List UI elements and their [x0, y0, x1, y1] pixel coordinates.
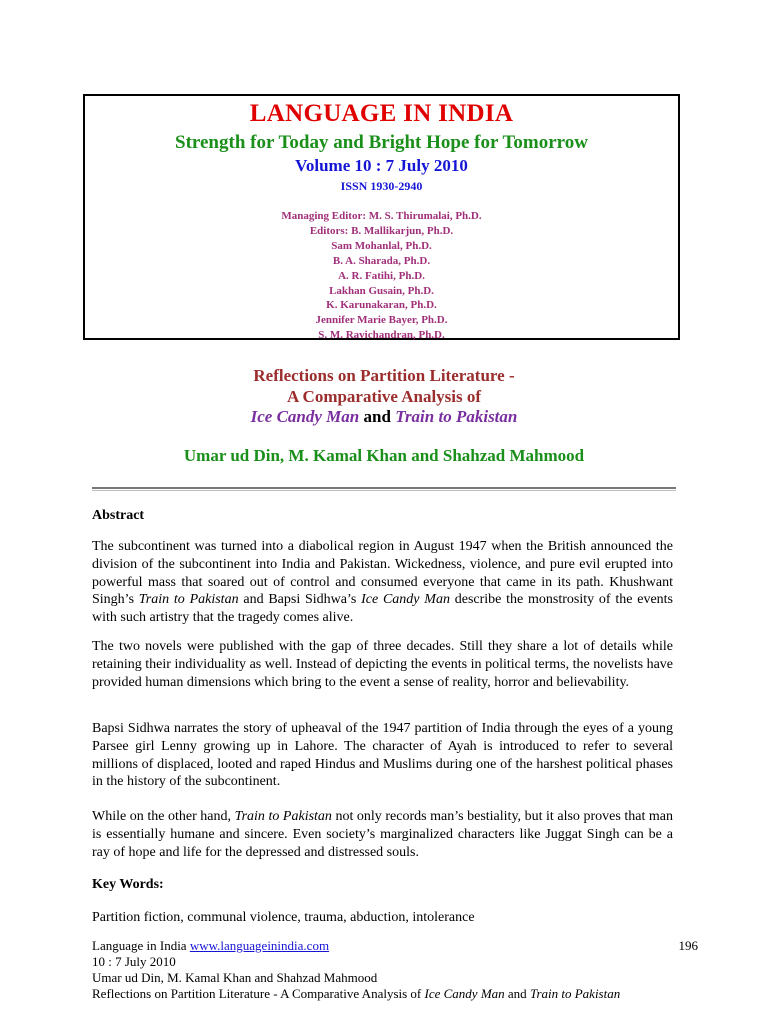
article-title-line-1: Reflections on Partition Literature - [253, 366, 515, 385]
article-title-line-3 [0, 407, 768, 427]
text-run: The subcontinent was turned into a diabolical region in August 1947 when the British announced the division of the subcontinent into India and Pakistan. Wickedness, violence, and pure evil erupted into powerful mass that soared out of control and consumed everyone that came in its path. Khushwant Singh’s [92, 539, 673, 608]
editor-line: Lakhan Gusain, Ph.D. [329, 284, 434, 297]
editor-line: Managing Editor: M. S. Thirumalai, Ph.D. [281, 210, 482, 222]
abstract-paragraph-1 [92, 538, 673, 627]
text-run-italic: Train to Pakistan [234, 809, 332, 824]
footer-authors: Umar ud Din, M. Kamal Khan and Shahzad Mahmood [92, 970, 378, 985]
editor-line: K. Karunakaran, Ph.D. [326, 299, 437, 312]
paragraph-text: The two novels were published with the gap of three decades. Still they share a lot of details while retaining their individuality as well. Instead of depicting the events in political terms, the novelists have provided human dimensions which bring to the event a sense of reality, horror and believability. [92, 639, 673, 690]
keywords-heading: Key Words: [92, 877, 164, 892]
editor-list [85, 209, 678, 343]
editor-line: Editors: B. Mallikarjun, Ph.D. [309, 224, 454, 237]
page-number: 196 [678, 938, 698, 953]
abstract-paragraph-3 [92, 720, 673, 791]
text-run: not only records man’s bestiality, but it also proves that man is essentially humane and sincere. Even society’s marginalized characters like Juggat Singh can be a ray of hope and life for the depressed and distressed souls. [92, 809, 674, 860]
novel-title-ice-candy-man: Ice Candy Man [250, 407, 360, 426]
journal-issn: ISSN 1930-2940 [340, 179, 423, 193]
keywords-text: Partition fiction, communal violence, trauma, abduction, intolerance [92, 910, 475, 925]
text-run: and Bapsi Sidhwa’s [238, 592, 362, 608]
text-run-italic: Train to Pakistan [138, 592, 239, 608]
article-title-line-2: A Comparative Analysis of [286, 387, 482, 406]
section-divider [92, 487, 676, 491]
editor-line: B. A. Sharada, Ph.D. [332, 254, 431, 267]
editor-line: A. R. Fatihi, Ph.D. [338, 269, 425, 282]
text-run: and [504, 986, 530, 1001]
text-run-italic: Train to Pakistan [529, 986, 621, 1001]
text-run: describe the monstrosity of the events with such artistry that the tragedy comes alive. [92, 592, 673, 626]
editor-line: S. M. Ravichandran, Ph.D. [318, 329, 445, 342]
text-run: Reflections on Partition Literature - A Comparative Analysis of [92, 986, 425, 1001]
title-conjunction: and [363, 407, 391, 426]
footer-reference [92, 986, 698, 1002]
editor-line: Sam Mohanlal, Ph.D. [331, 239, 432, 252]
paragraph-text: Bapsi Sidhwa narrates the story of upheaval of the 1947 partition of India through the eyes of a young Parsee girl Lenny growing up in Lahore. The character of Ayah is introduced to refer to several millions of displaced, looted and raped Hindus and Muslims during one of the harshest political phases in the history of the subcontinent. [92, 721, 673, 790]
text-run: While on the other hand, [92, 809, 235, 824]
journal-volume: Volume 10 : 7 July 2010 [295, 156, 468, 175]
page-footer [92, 938, 698, 1002]
text-run-italic: Ice Candy Man [361, 592, 450, 608]
abstract-paragraph-2 [92, 638, 673, 691]
journal-masthead [83, 94, 680, 340]
editor-line: Jennifer Marie Bayer, Ph.D. [315, 314, 448, 327]
footer-issue: 10 : 7 July 2010 [92, 954, 176, 969]
journal-website-link[interactable]: www.languageinindia.com [189, 938, 330, 953]
novel-title-train-to-pakistan: Train to Pakistan [395, 407, 518, 426]
journal-title: LANGUAGE IN INDIA [249, 100, 514, 127]
abstract-heading: Abstract [92, 508, 145, 523]
journal-tagline: Strength for Today and Bright Hope for Tomorrow [175, 132, 588, 153]
footer-journal-line [92, 938, 698, 954]
abstract-paragraph-4 [92, 808, 673, 861]
text-run-italic: Ice Candy Man [424, 986, 505, 1001]
article-authors: Umar ud Din, M. Kamal Khan and Shahzad Mahmood [183, 446, 585, 465]
footer-journal-name: Language in India [92, 938, 190, 953]
